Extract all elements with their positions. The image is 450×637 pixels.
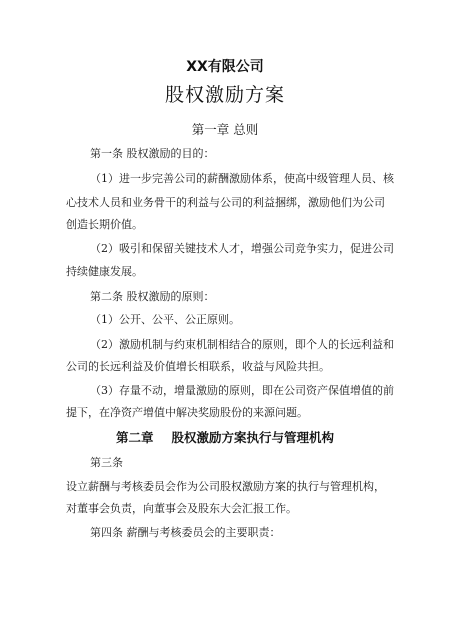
chapter-2-name: 股权激励方案执行与管理机构: [171, 430, 335, 445]
article-1-item-1-line-3: 创造长期价值。: [66, 218, 143, 231]
article-3-body-line-1: 设立薪酬与考核委员会作为公司股权激励方案的执行与管理机构，: [66, 480, 385, 493]
company-name: XX有限公司: [186, 59, 264, 75]
chapter-2-heading: [0, 428, 450, 446]
chapter-2-label: 第二章: [115, 430, 154, 445]
document-title: 股权激励方案: [164, 84, 285, 106]
article-2-item-1: （1）公开、公平、公正原则。: [90, 313, 240, 326]
chapter-1-heading: 第一章 总则: [191, 122, 259, 137]
article-1-item-1-line-2: 心技术人员和业务骨干的利益与公司的利益捆绑，激励他们为公司: [66, 196, 385, 209]
article-2-item-2-line-1: （2）激励机制与约束机制相结合的原则，即个人的长远利益和: [90, 338, 394, 351]
article-3-heading: 第三条: [90, 456, 123, 469]
article-1-item-2-line-2: 持续健康发展。: [66, 265, 143, 278]
article-2-heading: 第二条 股权激励的原则：: [90, 290, 215, 303]
article-1-heading: 第一条 股权激励的目的：: [90, 147, 215, 160]
article-2-item-2-line-2: 公司的长远利益及价值增长相联系，收益与风险共担。: [66, 360, 330, 373]
article-1-item-2-line-1: （2）吸引和保留关键技术人才，增强公司竞争实力，促进公司: [90, 242, 394, 255]
article-3-body-line-2: 对董事会负责，向董事会及股东大会汇报工作。: [66, 502, 297, 515]
article-2-item-3-line-2: 提下，在净资产增值中解决奖励股份的来源问题。: [66, 406, 308, 419]
article-2-item-3-line-1: （3）存量不动，增量激励的原则，即在公司资产保值增值的前: [90, 384, 394, 397]
article-4-heading: 第四条 薪酬与考核委员会的主要职责：: [90, 526, 281, 539]
article-1-item-1-line-1: （1）进一步完善公司的薪酬激励体系，使高中级管理人员、核: [90, 172, 394, 185]
